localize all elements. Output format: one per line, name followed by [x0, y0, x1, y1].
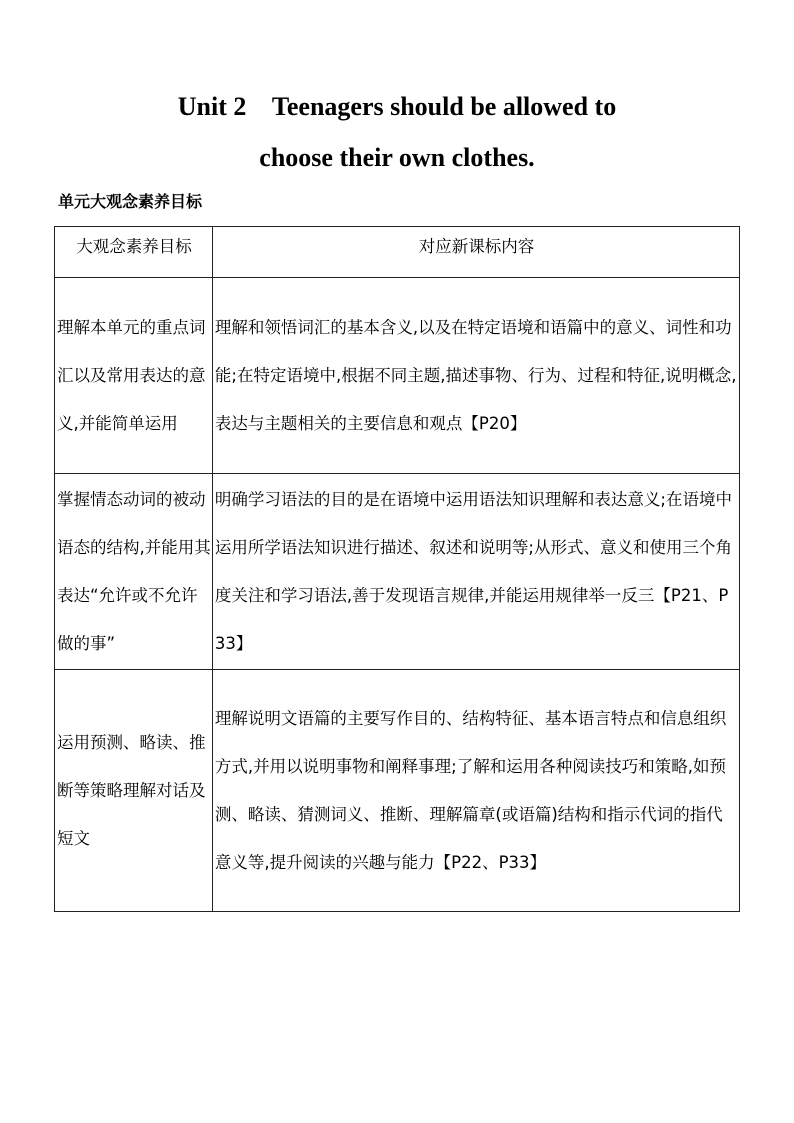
header-goal: 大观念素养目标 — [55, 227, 213, 278]
goal-text: 运用预测、略读、推断等策略理解对话及短文 — [57, 732, 206, 848]
section-heading: 单元大观念素养目标 — [58, 192, 203, 211]
table-row — [55, 474, 740, 670]
content-text: 理解说明文语篇的主要写作目的、结构特征、基本语言特点和信息组织方式,并用以说明事物和阐释事理;了解和运用各种阅读技巧和策略,如预测、略读、猜测词义、推断、理解篇章(或语篇)结构和指示代词的指代意义等,提升阅读的兴趣与能力【P22、P33】 — [214, 708, 727, 872]
content-text: 理解和领悟词汇的基本含义,以及在特定语境和语篇中的意义、词性和功能;在特定语境中,根据不同主题,描述事物、行为、过程和特征,说明概念,表达与主题相关的主要信息和观点【P20】 — [214, 317, 737, 433]
goal-text: 理解本单元的重点词汇以及常用表达的意义,并能简单运用 — [57, 317, 206, 433]
goals-table — [54, 226, 740, 912]
content-cell — [212, 278, 739, 474]
table-row — [55, 278, 740, 474]
goal-cell — [55, 278, 213, 474]
goal-cell — [55, 474, 213, 670]
table-header-row — [55, 227, 740, 278]
page-title-line-1: Unit 2 Teenagers should be allowed to — [177, 92, 617, 121]
content-text: 明确学习语法的目的是在语境中运用语法知识理解和表达意义;在语境中运用所学语法知识进行描述、叙述和说明等;从形式、意义和使用三个角度关注和学习语法,善于发现语言规律,并能运用规律举一反三【P21、P33】 — [214, 489, 732, 653]
page-title-line-2: choose their own clothes. — [259, 143, 535, 172]
goal-cell — [55, 670, 213, 912]
table-row — [55, 670, 740, 912]
header-content: 对应新课标内容 — [212, 227, 739, 278]
goal-text: 掌握情态动词的被动语态的结构,并能用其表达“允许或不允许做的事” — [57, 489, 211, 653]
content-cell — [212, 670, 739, 912]
content-cell — [212, 474, 739, 670]
